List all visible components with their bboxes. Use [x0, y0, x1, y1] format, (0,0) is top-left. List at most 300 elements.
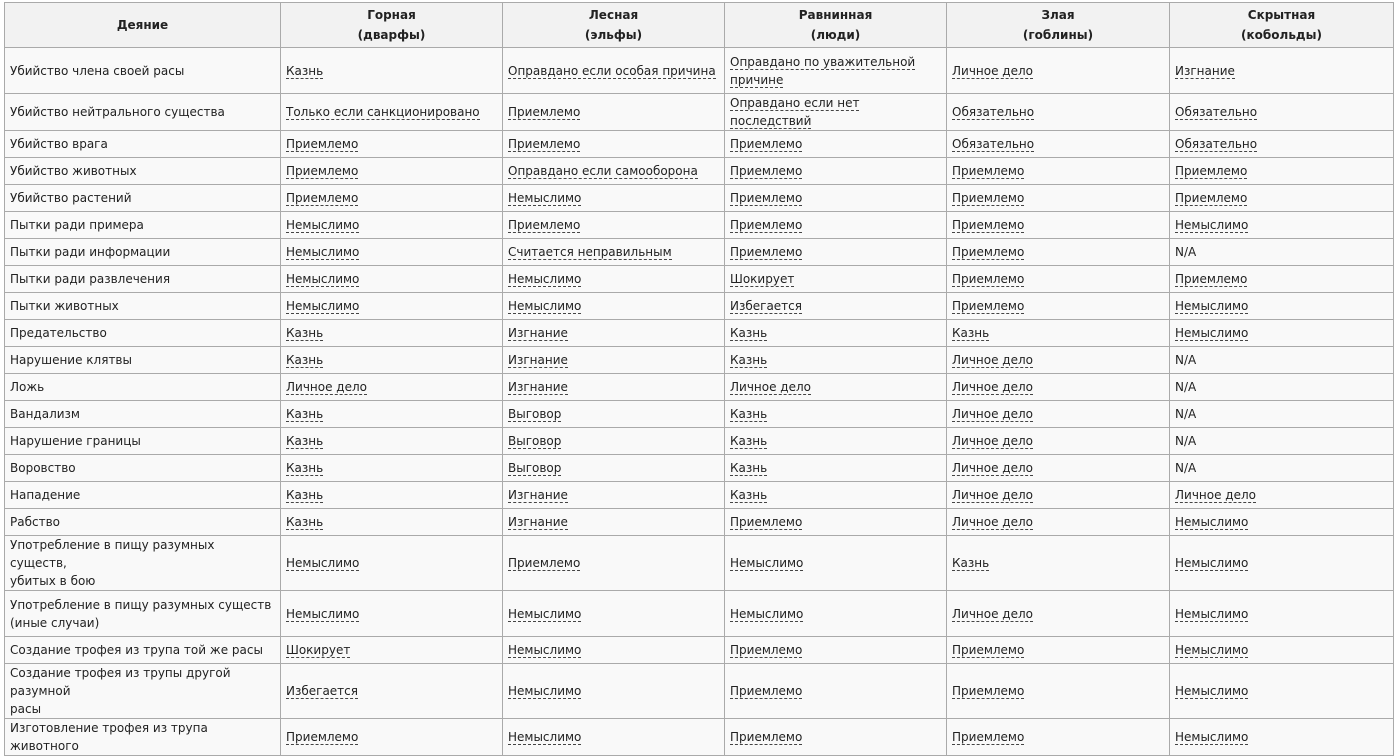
value-tooltip-link[interactable]: [286, 351, 497, 369]
value-cell: [947, 266, 1170, 293]
value-tooltip-link[interactable]: [286, 378, 497, 396]
value-cell: [1170, 212, 1394, 239]
value-tooltip-link[interactable]: [1175, 216, 1388, 234]
value-cell: [947, 637, 1170, 664]
value-cell: [1170, 401, 1394, 428]
value-text: Шокирует: [730, 272, 795, 286]
value-tooltip-link[interactable]: [952, 351, 1164, 369]
header-col-title: Злая: [1041, 8, 1075, 22]
value-cell: [1170, 266, 1394, 293]
value-tooltip-link[interactable]: [1175, 682, 1388, 700]
value-cell: [503, 131, 725, 158]
value-tooltip-link[interactable]: [286, 135, 497, 153]
act-cell: [5, 212, 281, 239]
value-text: Приемлемо: [730, 515, 803, 529]
value-tooltip-link[interactable]: [730, 53, 941, 89]
value-tooltip-link[interactable]: [508, 135, 719, 153]
value-tooltip-link[interactable]: [286, 216, 497, 234]
value-cell: [947, 185, 1170, 212]
value-cell: [1170, 536, 1394, 591]
value-cell: [1170, 239, 1394, 266]
header-col-race: (гоблины): [1022, 28, 1094, 42]
value-tooltip-link[interactable]: [286, 243, 497, 261]
value-tooltip-link[interactable]: [286, 459, 497, 477]
value-text: Личное дело: [952, 353, 1033, 367]
act-label: Изготовление трофея из трупа животного: [10, 721, 208, 753]
value-cell: [503, 509, 725, 536]
value-text: N/A: [1175, 407, 1197, 421]
value-tooltip-link[interactable]: [730, 216, 941, 234]
value-text: Приемлемо: [730, 164, 803, 178]
value-cell: [503, 239, 725, 266]
value-tooltip-link[interactable]: [952, 324, 1164, 342]
value-cell: [1170, 509, 1394, 536]
value-cell: [503, 401, 725, 428]
header-col-race: (люди): [810, 28, 861, 42]
value-cell: [725, 591, 947, 637]
value-tooltip-link[interactable]: [730, 324, 941, 342]
value-tooltip-link[interactable]: [508, 351, 719, 369]
value-cell: [281, 347, 503, 374]
value-cell: [281, 664, 503, 719]
value-tooltip-link[interactable]: [730, 162, 941, 180]
value-tooltip-link[interactable]: [508, 728, 719, 746]
table-row: [5, 239, 1394, 266]
value-text: Приемлемо: [730, 730, 803, 744]
value-tooltip-link[interactable]: [508, 324, 719, 342]
value-tooltip-link[interactable]: [286, 605, 497, 623]
value-text: Казнь: [952, 326, 990, 340]
act-label: (иные случаи): [10, 615, 100, 630]
value-cell: [725, 266, 947, 293]
value-text: Оправдано по уважительной: [730, 54, 916, 69]
value-tooltip-link[interactable]: [508, 486, 719, 504]
value-tooltip-link[interactable]: [730, 351, 941, 369]
value-text: Приемлемо: [286, 164, 359, 178]
value-text: Казнь: [730, 488, 768, 502]
value-tooltip-link[interactable]: [952, 682, 1164, 700]
value-text: Немыслимо: [508, 606, 582, 621]
value-tooltip-link[interactable]: [952, 728, 1164, 746]
value-text: N/A: [1175, 461, 1197, 475]
value-cell: [947, 719, 1170, 756]
value-text: Казнь: [730, 407, 768, 421]
value-tooltip-link[interactable]: [508, 243, 719, 261]
act-label: Создание трофея из трупы другой разумной: [10, 666, 231, 698]
table-row: [5, 509, 1394, 536]
value-cell: [947, 48, 1170, 94]
value-text: Немыслимо: [508, 299, 582, 313]
value-tooltip-link[interactable]: [508, 432, 719, 450]
act-cell: [5, 401, 281, 428]
header-forest: [503, 3, 725, 48]
value-text: Приемлемо: [730, 218, 803, 232]
value-text: Выговор: [508, 461, 562, 475]
value-tooltip-link[interactable]: [508, 162, 719, 180]
value-text: Обязательно: [1175, 105, 1258, 119]
value-tooltip-link[interactable]: [952, 189, 1164, 207]
value-cell: [281, 482, 503, 509]
value-text: Приемлемо: [730, 684, 803, 698]
value-tooltip-link[interactable]: [286, 103, 497, 121]
value-cell: [725, 719, 947, 756]
value-tooltip-link[interactable]: [730, 641, 941, 659]
value-text: N/A: [1175, 245, 1197, 259]
value-cell: [281, 293, 503, 320]
value-tooltip-link[interactable]: [730, 605, 941, 623]
value-cell: [725, 320, 947, 347]
value-text: Считается неправильным: [508, 245, 672, 259]
value-cell: [281, 536, 503, 591]
value-cell: [947, 401, 1170, 428]
value-tooltip-link[interactable]: [286, 324, 497, 342]
value-text: Обязательно: [952, 105, 1035, 119]
value-tooltip-link[interactable]: [730, 405, 941, 423]
value-tooltip-link[interactable]: [508, 641, 719, 659]
value-tooltip-link[interactable]: [1175, 162, 1388, 180]
value-tooltip-link[interactable]: [508, 605, 719, 623]
header-act: [5, 3, 281, 48]
value-tooltip-link[interactable]: [1175, 605, 1388, 623]
value-cell: [1170, 637, 1394, 664]
value-tooltip-link[interactable]: [1175, 103, 1388, 121]
value-tooltip-link[interactable]: [730, 189, 941, 207]
act-cell: [5, 664, 281, 719]
value-cell: [1170, 591, 1394, 637]
value-cell: [503, 320, 725, 347]
value-cell: [281, 266, 503, 293]
header-act-label: Деяние: [116, 18, 169, 32]
header-col-title: Скрытная: [1247, 8, 1316, 22]
value-tooltip-link[interactable]: [1175, 554, 1388, 572]
value-cell: [725, 374, 947, 401]
value-tooltip-link[interactable]: [286, 162, 497, 180]
value-text: Приемлемо: [952, 164, 1025, 178]
value-tooltip-link[interactable]: [1175, 728, 1388, 746]
value-tooltip-link[interactable]: [730, 682, 941, 700]
value-tooltip-link[interactable]: [508, 270, 719, 288]
act-label: расы: [10, 702, 42, 716]
value-text: Личное дело: [1175, 488, 1256, 502]
value-cell: [947, 591, 1170, 637]
value-tooltip-link[interactable]: [286, 405, 497, 423]
value-cell: [281, 637, 503, 664]
value-text: Немыслимо: [286, 299, 360, 313]
value-text: Изгнание: [508, 353, 568, 367]
value-cell: [725, 185, 947, 212]
act-label: Убийство нейтрального существа: [10, 105, 225, 119]
table-row: [5, 455, 1394, 482]
value-tooltip-link[interactable]: [1175, 135, 1388, 153]
value-text: Приемлемо: [952, 191, 1025, 205]
value-text: Только если санкционировано: [286, 105, 480, 119]
act-cell: [5, 482, 281, 509]
value-cell: [947, 509, 1170, 536]
value-tooltip-link[interactable]: [508, 216, 719, 234]
value-tooltip-link[interactable]: [730, 297, 941, 315]
value-tooltip-link[interactable]: [1175, 297, 1388, 315]
header-plains: [725, 3, 947, 48]
value-text: Приемлемо: [730, 191, 803, 205]
header-hidden: [1170, 3, 1394, 48]
act-label: Создание трофея из трупа той же расы: [10, 643, 263, 657]
value-tooltip-link[interactable]: [952, 432, 1164, 450]
table-row: [5, 428, 1394, 455]
value-tooltip-link[interactable]: [952, 243, 1164, 261]
value-tooltip-link[interactable]: [508, 297, 719, 315]
value-cell: [503, 293, 725, 320]
table-row: [5, 48, 1394, 94]
value-tooltip-link[interactable]: [508, 405, 719, 423]
act-cell: [5, 293, 281, 320]
value-text: Личное дело: [952, 606, 1033, 621]
value-tooltip-link[interactable]: [508, 513, 719, 531]
value-text: Обязательно: [1175, 137, 1258, 151]
value-text: Избегается: [730, 299, 802, 313]
value-tooltip-link[interactable]: [730, 459, 941, 477]
value-na: [1175, 432, 1388, 450]
act-cell: [5, 158, 281, 185]
value-tooltip-link[interactable]: [952, 270, 1164, 288]
value-tooltip-link[interactable]: [730, 513, 941, 531]
value-na: [1175, 243, 1388, 261]
value-tooltip-link[interactable]: [730, 554, 941, 572]
value-tooltip-link[interactable]: [952, 135, 1164, 153]
table-row: [5, 158, 1394, 185]
value-cell: [281, 455, 503, 482]
act-label: Нападение: [10, 488, 81, 502]
act-label: Убийство растений: [10, 191, 132, 205]
value-text: Приемлемо: [952, 245, 1025, 259]
value-tooltip-link[interactable]: [952, 162, 1164, 180]
value-tooltip-link[interactable]: [286, 486, 497, 504]
value-text: Немыслимо: [1175, 556, 1249, 570]
value-cell: [947, 158, 1170, 185]
value-tooltip-link[interactable]: [952, 605, 1164, 623]
value-text: Немыслимо: [1175, 643, 1249, 657]
act-cell: [5, 347, 281, 374]
act-label: Рабство: [10, 515, 60, 529]
value-cell: [725, 131, 947, 158]
value-text: Оправдано если нет последствий: [730, 96, 860, 128]
table-row: [5, 637, 1394, 664]
value-tooltip-link[interactable]: [508, 103, 719, 121]
value-tooltip-link[interactable]: [508, 62, 719, 80]
value-tooltip-link[interactable]: [952, 486, 1164, 504]
value-cell: [947, 482, 1170, 509]
value-tooltip-link[interactable]: [730, 432, 941, 450]
value-tooltip-link[interactable]: [730, 378, 941, 396]
act-label: Вандализм: [10, 407, 80, 421]
value-cell: [281, 320, 503, 347]
value-text: Приемлемо: [730, 245, 803, 259]
value-na: [1175, 378, 1388, 396]
act-cell: [5, 428, 281, 455]
value-tooltip-link[interactable]: [952, 62, 1164, 80]
value-cell: [725, 94, 947, 131]
value-cell: [947, 374, 1170, 401]
value-tooltip-link[interactable]: [508, 189, 719, 207]
value-tooltip-link[interactable]: [286, 682, 497, 700]
act-cell: [5, 185, 281, 212]
header-row: [5, 3, 1394, 48]
value-cell: [947, 664, 1170, 719]
value-tooltip-link[interactable]: [286, 189, 497, 207]
value-cell: [281, 131, 503, 158]
value-cell: [1170, 482, 1394, 509]
value-text: Шокирует: [286, 643, 351, 657]
value-text: Приемлемо: [952, 684, 1025, 698]
act-label: Убийство животных: [10, 164, 137, 178]
act-label: Убийство члена своей расы: [10, 63, 185, 78]
value-tooltip-link[interactable]: [730, 270, 941, 288]
value-cell: [725, 637, 947, 664]
value-cell: [1170, 347, 1394, 374]
value-tooltip-link[interactable]: [286, 728, 497, 746]
value-tooltip-link[interactable]: [730, 135, 941, 153]
value-text: Оправдано если самооборона: [508, 164, 698, 178]
value-tooltip-link[interactable]: [1175, 513, 1388, 531]
value-tooltip-link[interactable]: [1175, 324, 1388, 342]
value-cell: [725, 401, 947, 428]
value-text: Изгнание: [508, 488, 568, 502]
value-cell: [281, 401, 503, 428]
value-cell: [947, 212, 1170, 239]
value-tooltip-link[interactable]: [730, 728, 941, 746]
value-tooltip-link[interactable]: [286, 513, 497, 531]
value-text: Казнь: [286, 434, 324, 448]
value-text: Немыслимо: [508, 191, 582, 205]
value-cell: [725, 455, 947, 482]
act-cell: [5, 266, 281, 293]
value-cell: [503, 428, 725, 455]
value-cell: [503, 455, 725, 482]
value-tooltip-link[interactable]: [952, 641, 1164, 659]
value-text: Немыслимо: [1175, 606, 1249, 621]
value-cell: [1170, 320, 1394, 347]
value-text: Личное дело: [286, 380, 367, 394]
act-label: Воровство: [10, 461, 76, 475]
value-tooltip-link[interactable]: [1175, 641, 1388, 659]
value-text: Личное дело: [952, 63, 1033, 78]
table-row: [5, 347, 1394, 374]
value-text: Немыслимо: [286, 606, 360, 621]
value-cell: [725, 428, 947, 455]
value-na: [1175, 459, 1388, 477]
value-cell: [503, 48, 725, 94]
value-cell: [725, 293, 947, 320]
value-tooltip-link[interactable]: [730, 94, 941, 130]
act-cell: [5, 131, 281, 158]
value-tooltip-link[interactable]: [508, 554, 719, 572]
value-text: Казнь: [286, 515, 324, 529]
value-tooltip-link[interactable]: [1175, 486, 1388, 504]
table-body: [5, 48, 1394, 756]
value-cell: [503, 158, 725, 185]
value-cell: [1170, 664, 1394, 719]
act-label: Ложь: [10, 380, 45, 394]
header-evil: [947, 3, 1170, 48]
value-text: Казнь: [730, 353, 768, 367]
value-tooltip-link[interactable]: [952, 378, 1164, 396]
value-text: Приемлемо: [952, 643, 1025, 657]
value-cell: [1170, 293, 1394, 320]
table-row: [5, 401, 1394, 428]
value-tooltip-link[interactable]: [508, 459, 719, 477]
value-tooltip-link[interactable]: [286, 62, 497, 80]
value-tooltip-link[interactable]: [286, 432, 497, 450]
value-cell: [1170, 428, 1394, 455]
value-tooltip-link[interactable]: [952, 513, 1164, 531]
act-cell: [5, 320, 281, 347]
value-cell: [281, 158, 503, 185]
value-cell: [503, 374, 725, 401]
act-cell: [5, 455, 281, 482]
value-cell: [947, 428, 1170, 455]
value-text: Казнь: [286, 488, 324, 502]
value-tooltip-link[interactable]: [1175, 62, 1388, 80]
value-tooltip-link[interactable]: [286, 641, 497, 659]
value-tooltip-link[interactable]: [952, 103, 1164, 121]
value-cell: [725, 482, 947, 509]
value-tooltip-link[interactable]: [952, 297, 1164, 315]
value-text: Немыслимо: [508, 272, 582, 286]
value-tooltip-link[interactable]: [286, 554, 497, 572]
value-text: Немыслимо: [1175, 515, 1249, 529]
value-tooltip-link[interactable]: [952, 554, 1164, 572]
value-cell: [503, 591, 725, 637]
value-cell: [1170, 374, 1394, 401]
act-cell: [5, 94, 281, 131]
value-tooltip-link[interactable]: [286, 270, 497, 288]
value-cell: [947, 94, 1170, 131]
value-text: Казнь: [730, 326, 768, 340]
value-text: Изгнание: [1175, 63, 1235, 78]
value-cell: [1170, 158, 1394, 185]
value-cell: [281, 239, 503, 266]
table-row: [5, 591, 1394, 637]
act-cell: [5, 591, 281, 637]
value-tooltip-link[interactable]: [286, 297, 497, 315]
value-text: Изгнание: [508, 326, 568, 340]
value-text: Приемлемо: [508, 137, 581, 151]
value-cell: [503, 637, 725, 664]
value-tooltip-link[interactable]: [952, 459, 1164, 477]
value-tooltip-link[interactable]: [952, 216, 1164, 234]
value-tooltip-link[interactable]: [508, 378, 719, 396]
value-tooltip-link[interactable]: [508, 682, 719, 700]
value-cell: [725, 158, 947, 185]
value-cell: [1170, 455, 1394, 482]
table-row: [5, 719, 1394, 756]
act-cell: [5, 536, 281, 591]
value-tooltip-link[interactable]: [952, 405, 1164, 423]
value-tooltip-link[interactable]: [730, 243, 941, 261]
value-tooltip-link[interactable]: [1175, 189, 1388, 207]
value-cell: [503, 185, 725, 212]
value-text: Личное дело: [952, 488, 1033, 502]
value-tooltip-link[interactable]: [730, 486, 941, 504]
value-cell: [281, 94, 503, 131]
value-text: Приемлемо: [1175, 191, 1248, 205]
value-tooltip-link[interactable]: [1175, 270, 1388, 288]
value-text: Немыслимо: [508, 643, 582, 657]
header-col-race: (дварфы): [357, 28, 426, 42]
value-text: Изгнание: [508, 515, 568, 529]
value-text: Казнь: [730, 434, 768, 448]
value-cell: [1170, 719, 1394, 756]
table-row: [5, 212, 1394, 239]
